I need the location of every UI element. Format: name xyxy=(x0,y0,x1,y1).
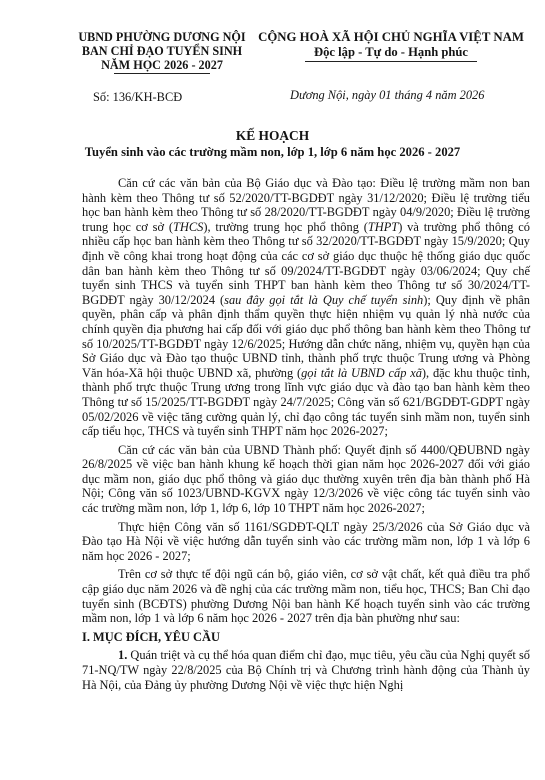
national-motto-header xyxy=(246,30,536,62)
text-run: Quán triệt và cụ thể hóa quan điểm chỉ đạo, mục tiêu, yêu cầu của Nghị quyết số 71-NQ/TW ngày 22/8/2025 của Bộ Chính trị và Chương trình hành động của Thành ủy Hà Nội, của Đảng ủy phường Dương Nội về việc thực hiện Nghị xyxy=(82,648,530,692)
paragraph-legal-basis-ministry xyxy=(82,176,530,439)
text-run: ); Quy định về phân quyền, phân cấp và phân định thẩm quyền thực hiện nhiệm vụ quản lý nhà nước của chính quyền địa phương hai cấp đối với giáo dục phổ thông ban hành kèm theo Thông tư số 10/2025/TT-BGDĐT ngày 12/6/2025; Hướng dẫn chức năng, nhiệm vụ, quyền hạn của Sở Giáo dục và Đào tạo thuộc UBND tỉnh, thành phố trực thuộc Trung ương và Phòng Văn hóa-Xã hội thuộc UBND xã, phường ( xyxy=(82,292,530,380)
agency-line-3: NĂM HỌC 2026 - 2027 xyxy=(101,58,223,72)
text-run: ), trường trung học phổ thông ( xyxy=(203,219,368,234)
national-motto: Độc lập - Tự do - Hạnh phúc xyxy=(314,45,468,59)
text-run: Căn cứ các văn bản của Bộ Giáo dục và Đào tạo: Điều lệ trường mầm non ban hành kèm theo Thông tư số 52/2020/TT-BGDĐT ngày 31/12/2020; Điều lệ trường tiểu học ban hành kèm theo Thông tư số 28/2020/TT-BGDĐT ngày 04/9/2020; Điều lệ trường trung học cơ sở ( xyxy=(82,176,530,234)
text-run: ), đặc khu thuộc tỉnh, thành phố trực thuộc Trung ương trong lĩnh vực giáo dục và đào tạo ban hành kèm theo Thông tư số 15/2025/TT-BGDĐT ngày 24/7/2025; Công văn số 621/BGDĐT-GDPT ngày 05/02/2026 về việc tăng cường quản lý, chỉ đạo công tác tuyển sinh mầm non, tuyển sinh cấp tiểu học, THCS và tuyển sinh THPT năm học 2026-2027; xyxy=(82,365,530,439)
document-body xyxy=(82,176,530,696)
agency-underline xyxy=(114,73,210,74)
paragraph-legal-basis-city: Căn cứ các văn bản của UBND Thành phố: Quyết định số 4400/QĐUBND ngày 26/8/2025 về việc ban hành khung kế hoạch thời gian năm học 2026-2027 đối với giáo dục mầm non, giáo dục phổ thông và giáo dục thường xuyên trên địa bàn thành phố Hà Nội; Công văn số 1023/UBND-KGVX ngày 12/3/2026 về việc công tác tuyển sinh vào các trường mầm non, lớp 1, lớp 6, lớp 10 THPT năm học 2026-2027; xyxy=(82,442,530,516)
agency-line-1: UBND PHƯỜNG DƯƠNG NỘI xyxy=(78,30,246,44)
document-number: Số: 136/KH-BCĐ xyxy=(93,90,183,104)
document-title: KẾ HOẠCH xyxy=(235,128,310,143)
text-run-italic: THPT xyxy=(367,219,399,234)
paragraph-basis: Trên cơ sở thực tế đội ngũ cán bộ, giáo viên, cơ sở vật chất, kết quả điều tra phổ cập giáo dục năm 2026 và đề nghị của các trường mầm non, tiểu học, THCS; Ban Chỉ đạo tuyển sinh (BCĐTS) phường Dương Nội ban hành Kế hoạch tuyển sinh vào các trường mầm non, lớp 1 và lớp 6 năm học 2026 - 2027 trên địa bàn phường như sau: xyxy=(82,567,530,626)
motto-underline xyxy=(305,61,477,62)
paragraph-implementation: Thực hiện Công văn số 1161/SGDĐT-QLT ngày 25/3/2026 của Sở Giáo dục và Đào tạo Hà Nội về việc hướng dẫn tuyển sinh vào các trường mầm non, lớp 1 và lớp 6 năm học 2026 - 2027; xyxy=(82,519,530,563)
section-heading-purpose: I. MỤC ĐÍCH, YÊU CẦU xyxy=(82,629,220,644)
issuing-agency-header xyxy=(62,30,262,74)
text-run-italic: THCS xyxy=(173,219,204,234)
text-run-italic: sau đây gọi tắt là Quy chế tuyển sinh xyxy=(224,292,424,307)
text-run: ) và trường phổ thông có nhiều cấp học ban hành kèm theo Thông tư số 32/2020/TT-BGDĐT ngày 15/9/2020; Quy định về công khai trong hoạt động của các cơ sở giáo dục thuộc hệ thống giáo dục quốc dân ban hành kèm theo Thông tư số 09/2024/TT-BGDĐT ngày 03/06/2024; Quy chế tuyển sinh THCS và tuyển sinh THPT ban hành kèm theo Thông tư số 30/2024/TT-BGDĐT ngày 30/12/2024 ( xyxy=(82,219,530,307)
text-run-italic: gọi tắt là UBND cấp xã xyxy=(301,365,422,380)
document-subtitle: Tuyển sinh vào các trường mầm non, lớp 1, lớp 6 năm học 2026 - 2027 xyxy=(84,145,461,159)
country-name: CỘNG HOÀ XÃ HỘI CHỦ NGHĨA VIỆT NAM xyxy=(258,30,524,44)
agency-line-2: BAN CHỈ ĐẠO TUYỂN SINH xyxy=(81,44,243,58)
item-number: 1. xyxy=(118,648,128,663)
paragraph-purpose-1 xyxy=(82,648,530,692)
place-and-date: Dương Nội, ngày 01 tháng 4 năm 2026 xyxy=(290,88,485,102)
